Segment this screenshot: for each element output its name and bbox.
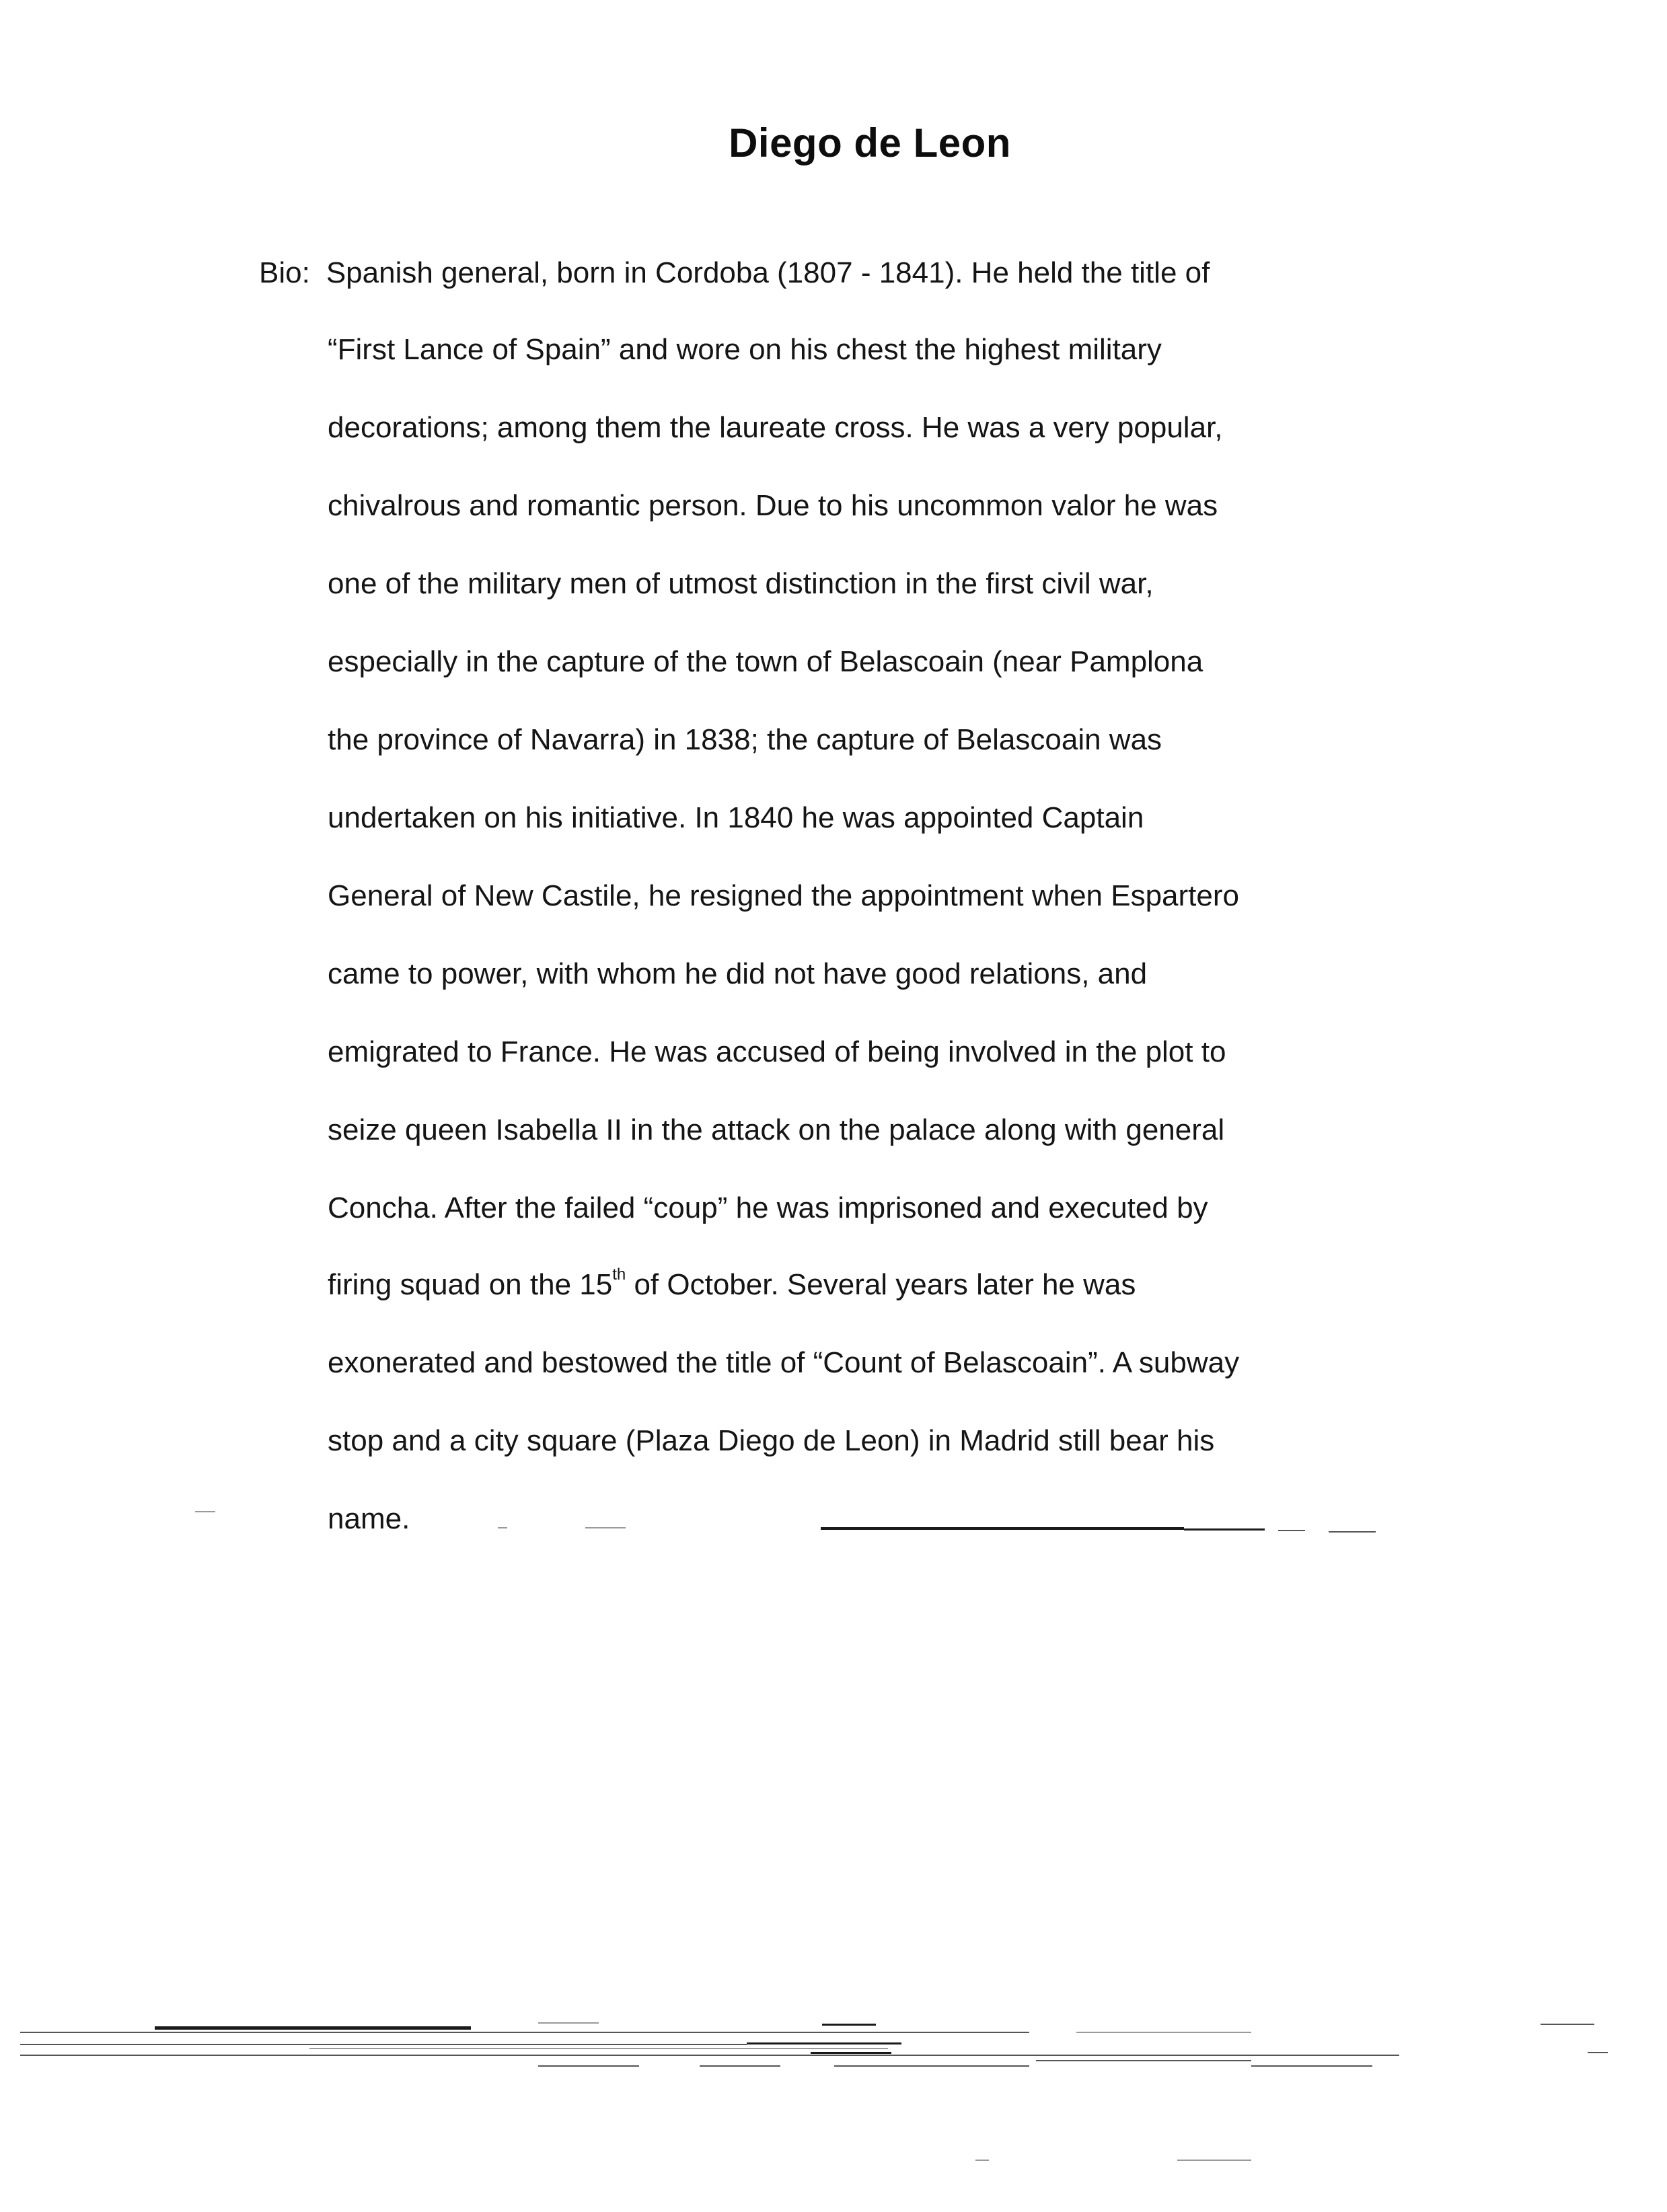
bio-line: the province of Navarra) in 1838; the capture of Belascoain was bbox=[328, 723, 1162, 756]
bio-line-text: Spanish general, born in Cordoba (1807 - 1841). He held the title of bbox=[326, 256, 1210, 289]
bio-line bbox=[328, 1265, 1136, 1301]
bio-line: one of the military men of utmost distinction in the first civil war, bbox=[328, 567, 1154, 600]
bio-line: name. bbox=[328, 1502, 410, 1535]
bio-line: stop and a city square (Plaza Diego de Leon) in Madrid still bear his bbox=[328, 1424, 1215, 1457]
bio-line: exonerated and bestowed the title of “Count of Belascoain”. A subway bbox=[328, 1346, 1240, 1379]
bio-line-text: firing squad on the 15 bbox=[328, 1268, 613, 1301]
bio-line: came to power, with whom he did not have good relations, and bbox=[328, 957, 1148, 990]
bio-line bbox=[259, 258, 1210, 288]
bio-line: decorations; among them the laureate cross. He was a very popular, bbox=[328, 411, 1223, 444]
bio-line: emigrated to France. He was accused of being involved in the plot to bbox=[328, 1035, 1226, 1068]
bio-line: General of New Castile, he resigned the appointment when Espartero bbox=[328, 879, 1239, 912]
bio-line: seize queen Isabella II in the attack on the palace along with general bbox=[328, 1113, 1225, 1146]
ordinal-suffix: th bbox=[612, 1265, 626, 1284]
page-title: Diego de Leon bbox=[729, 120, 1011, 165]
bio-line-text: of October. Several years later he was bbox=[626, 1268, 1136, 1301]
bio-line: undertaken on his initiative. In 1840 he was appointed Captain bbox=[328, 801, 1144, 834]
bio-line: chivalrous and romantic person. Due to his uncommon valor he was bbox=[328, 489, 1218, 522]
bio-label: Bio: bbox=[259, 256, 310, 289]
bio-line: “First Lance of Spain” and wore on his chest the highest military bbox=[328, 333, 1162, 366]
bio-line: especially in the capture of the town of Belascoain (near Pamplona bbox=[328, 645, 1203, 678]
bio-line: Concha. After the failed “coup” he was imprisoned and executed by bbox=[328, 1191, 1208, 1224]
